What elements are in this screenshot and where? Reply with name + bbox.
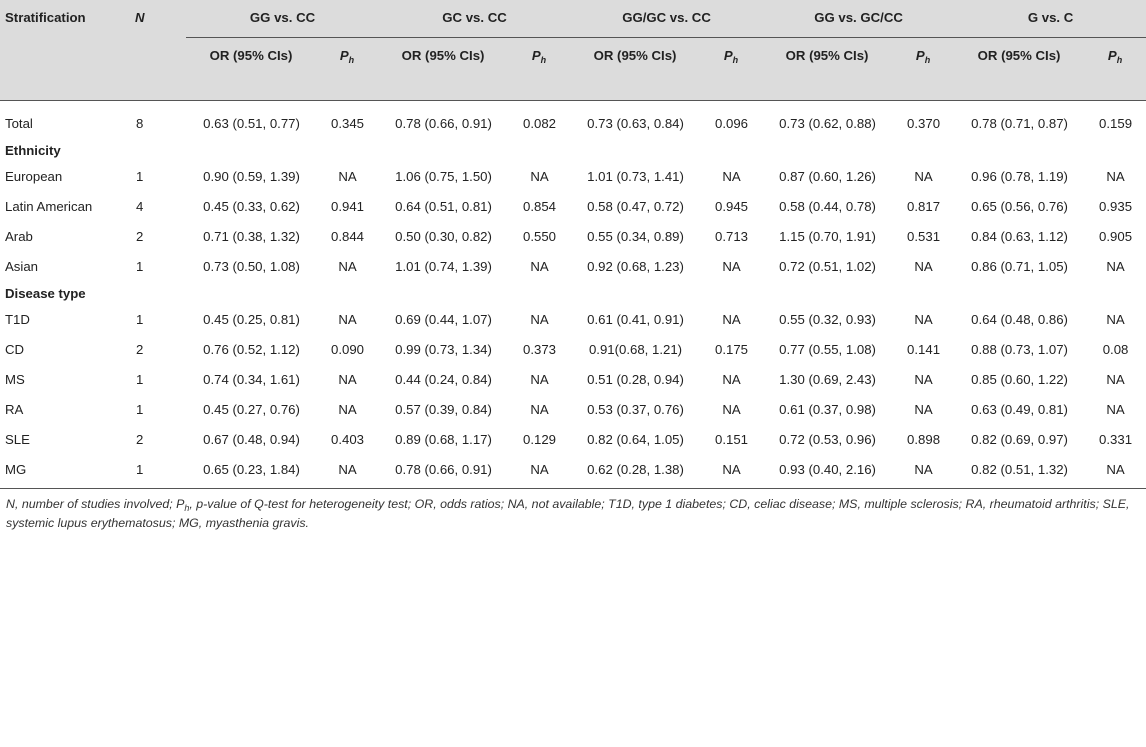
header-group-gg-vs-gccc: GG vs. GC/CC xyxy=(762,0,954,38)
row-label: MG xyxy=(0,456,130,489)
header-or: OR (95% CIs) xyxy=(954,38,1084,101)
cell-ph: 0.331 xyxy=(1099,432,1133,447)
cell-or: 0.73 (0.50, 1.08) xyxy=(203,259,300,274)
cell-ph: NA xyxy=(338,259,357,274)
header-ph-sub: h xyxy=(348,55,355,65)
header-or: OR (95% CIs) xyxy=(570,38,700,101)
header-ph-main: P xyxy=(723,48,733,63)
cell-or: 0.65 (0.56, 0.76) xyxy=(971,199,1068,214)
cell-ph: 0.345 xyxy=(331,116,365,131)
cell-ph: 0.159 xyxy=(1099,116,1133,131)
cell-or: 0.71 (0.38, 1.32) xyxy=(203,229,300,244)
cell-ph: 0.941 xyxy=(331,199,365,214)
row-label: Latin American xyxy=(5,199,93,214)
cell-ph: 0.713 xyxy=(715,229,749,244)
row-n: 2 xyxy=(136,229,144,244)
cell-or: 0.76 (0.52, 1.12) xyxy=(203,342,300,357)
cell-ph: 0.08 xyxy=(1102,342,1129,357)
header-ph-main: P xyxy=(915,48,925,63)
header-ph-label xyxy=(532,48,546,63)
cell-or: 0.93 (0.40, 2.16) xyxy=(762,456,892,489)
table-row xyxy=(0,101,1146,141)
cell-or: 0.58 (0.44, 0.78) xyxy=(779,199,876,214)
cell-ph: 0.373 xyxy=(523,342,557,357)
cell-or: 0.61 (0.37, 0.98) xyxy=(779,402,876,417)
cell-ph: NA xyxy=(914,259,933,274)
table-row xyxy=(0,426,1146,456)
header-ph-label xyxy=(916,48,930,63)
header-or: OR (95% CIs) xyxy=(378,38,508,101)
header-or: OR (95% CIs) xyxy=(186,38,316,101)
cell-ph: NA xyxy=(1106,312,1125,327)
cell-or: 0.72 (0.53, 0.96) xyxy=(779,432,876,447)
cell-ph: NA xyxy=(722,372,741,387)
cell-ph: NA xyxy=(722,259,741,274)
cell-ph: 0.370 xyxy=(907,116,941,131)
cell-ph: 0.141 xyxy=(907,342,941,357)
header-ph-sub: h xyxy=(732,55,739,65)
cell-or: 0.62 (0.28, 1.38) xyxy=(570,456,700,489)
cell-ph: NA xyxy=(338,372,357,387)
header-group-gg-vs-cc: GG vs. CC xyxy=(186,0,378,38)
header-ph-main: P xyxy=(339,48,349,63)
section-label: Ethnicity xyxy=(5,143,61,158)
header-group-gggc-vs-cc: GG/GC vs. CC xyxy=(570,0,762,38)
cell-or: 0.77 (0.55, 1.08) xyxy=(779,342,876,357)
cell-or: 0.53 (0.37, 0.76) xyxy=(587,402,684,417)
cell-ph: 0.096 xyxy=(715,116,749,131)
header-ph xyxy=(508,38,570,101)
cell-ph: 0.129 xyxy=(523,432,557,447)
cell-or: 0.63 (0.49, 0.81) xyxy=(971,402,1068,417)
cell-or: 0.91(0.68, 1.21) xyxy=(588,342,683,357)
cell-ph: NA xyxy=(1106,402,1125,417)
cell-ph: 0.175 xyxy=(715,342,749,357)
header-ph-sub: h xyxy=(540,55,547,65)
cell-ph: 0.082 xyxy=(523,116,557,131)
header-row-metrics xyxy=(0,38,1146,101)
cell-or: 0.82 (0.64, 1.05) xyxy=(587,432,684,447)
header-ph xyxy=(892,38,954,101)
cell-or: 0.51 (0.28, 0.94) xyxy=(587,372,684,387)
table-row xyxy=(0,253,1146,283)
cell-or: 0.67 (0.48, 0.94) xyxy=(203,432,300,447)
header-ph-label xyxy=(1108,48,1122,63)
table-body xyxy=(0,101,1146,489)
cell-ph: 0.550 xyxy=(523,229,557,244)
header-blank-stratification xyxy=(0,38,130,101)
cell-or: 0.45 (0.27, 0.76) xyxy=(203,402,300,417)
cell-ph: 0.898 xyxy=(907,432,941,447)
cell-or: 0.63 (0.51, 0.77) xyxy=(203,116,300,131)
section-row xyxy=(0,140,1146,163)
cell-ph: 0.403 xyxy=(331,432,365,447)
cell-ph: 0.905 xyxy=(1099,229,1133,244)
cell-or: 0.87 (0.60, 1.26) xyxy=(779,169,876,184)
header-ph-sub: h xyxy=(1116,55,1123,65)
cell-ph: NA xyxy=(722,312,741,327)
cell-or: 1.30 (0.69, 2.43) xyxy=(779,372,876,387)
cell-ph: NA xyxy=(914,312,933,327)
header-ph xyxy=(316,38,378,101)
row-label: SLE xyxy=(5,432,30,447)
row-label: Arab xyxy=(5,229,33,244)
cell-ph: 0.817 xyxy=(907,199,941,214)
cell-or: 0.73 (0.63, 0.84) xyxy=(587,116,684,131)
cell-or: 0.44 (0.24, 0.84) xyxy=(395,372,492,387)
cell-ph: NA xyxy=(1084,456,1146,489)
cell-ph: NA xyxy=(1106,169,1125,184)
table-row xyxy=(0,163,1146,193)
table-row xyxy=(0,396,1146,426)
cell-ph: 0.854 xyxy=(523,199,557,214)
cell-or: 0.58 (0.47, 0.72) xyxy=(587,199,684,214)
cell-ph: NA xyxy=(722,169,741,184)
table-row xyxy=(0,193,1146,223)
section-label: Disease type xyxy=(5,286,86,301)
row-n: 1 xyxy=(130,456,186,489)
header-blank-n xyxy=(130,38,186,101)
cell-or: 0.84 (0.63, 1.12) xyxy=(971,229,1068,244)
header-or: OR (95% CIs) xyxy=(762,38,892,101)
cell-or: 0.78 (0.71, 0.87) xyxy=(971,116,1068,131)
cell-or: 0.82 (0.51, 1.32) xyxy=(954,456,1084,489)
cell-or: 0.96 (0.78, 1.19) xyxy=(971,169,1068,184)
cell-or: 0.85 (0.60, 1.22) xyxy=(971,372,1068,387)
row-n: 8 xyxy=(136,116,144,131)
cell-or: 0.61 (0.41, 0.91) xyxy=(587,312,684,327)
row-label: MS xyxy=(5,372,25,387)
cell-ph: NA xyxy=(508,456,570,489)
row-n: 1 xyxy=(136,372,144,387)
cell-or: 0.64 (0.51, 0.81) xyxy=(395,199,492,214)
cell-ph: NA xyxy=(338,402,357,417)
footnote-sub: h xyxy=(184,503,190,513)
header-ph-label xyxy=(724,48,738,63)
header-n xyxy=(130,0,186,38)
header-ph-sub: h xyxy=(924,55,931,65)
row-n: 1 xyxy=(136,402,144,417)
cell-or: 0.64 (0.48, 0.86) xyxy=(971,312,1068,327)
cell-ph: 0.844 xyxy=(331,229,365,244)
table-row xyxy=(0,366,1146,396)
cell-or: 0.99 (0.73, 1.34) xyxy=(395,342,492,357)
header-group-g-vs-c: G vs. C xyxy=(954,0,1146,38)
header-ph-main: P xyxy=(1107,48,1117,63)
cell-ph: NA xyxy=(530,259,549,274)
cell-ph: NA xyxy=(1106,259,1125,274)
cell-ph: 0.935 xyxy=(1099,199,1133,214)
cell-ph: 0.151 xyxy=(715,432,749,447)
section-row xyxy=(0,283,1146,306)
cell-or: 0.78 (0.66, 0.91) xyxy=(378,456,508,489)
cell-ph: NA xyxy=(1106,372,1125,387)
cell-ph: NA xyxy=(530,169,549,184)
cell-or: 0.73 (0.62, 0.88) xyxy=(779,116,876,131)
header-ph-main: P xyxy=(531,48,541,63)
cell-ph: NA xyxy=(892,456,954,489)
row-n: 4 xyxy=(136,199,144,214)
row-label: European xyxy=(5,169,63,184)
cell-ph: NA xyxy=(914,372,933,387)
cell-ph: NA xyxy=(530,372,549,387)
cell-ph: NA xyxy=(530,402,549,417)
header-n-text: N xyxy=(135,10,145,25)
cell-or: 1.15 (0.70, 1.91) xyxy=(779,229,876,244)
cell-ph: NA xyxy=(530,312,549,327)
cell-ph: NA xyxy=(338,312,357,327)
table-row xyxy=(0,306,1146,336)
footnote-part2: , p-value of Q-test for heterogeneity test; OR, odds ratios; NA, not available; T1D, type 1 diabetes; CD, celiac disease; MS, multiple sclerosis; RA, rheumatoid arthritis; SLE, systemic lupus erythematosus; MG, myasthenia gravis. xyxy=(6,497,1130,530)
row-label: T1D xyxy=(5,312,30,327)
cell-ph: NA xyxy=(914,402,933,417)
table-header xyxy=(0,0,1146,101)
cell-or: 0.55 (0.34, 0.89) xyxy=(587,229,684,244)
cell-or: 1.01 (0.73, 1.41) xyxy=(587,169,684,184)
cell-ph: 0.090 xyxy=(331,342,365,357)
header-ph xyxy=(700,38,762,101)
cell-or: 0.55 (0.32, 0.93) xyxy=(779,312,876,327)
table-row xyxy=(0,223,1146,253)
cell-or: 0.88 (0.73, 1.07) xyxy=(971,342,1068,357)
cell-ph: NA xyxy=(722,402,741,417)
row-label: CD xyxy=(5,342,25,357)
row-label: RA xyxy=(5,402,24,417)
row-label: Asian xyxy=(5,259,38,274)
cell-or: 0.86 (0.71, 1.05) xyxy=(971,259,1068,274)
header-row-groups xyxy=(0,0,1146,38)
row-n: 2 xyxy=(136,432,144,447)
cell-or: 0.78 (0.66, 0.91) xyxy=(395,116,492,131)
cell-or: 0.69 (0.44, 1.07) xyxy=(395,312,492,327)
cell-ph: NA xyxy=(338,169,357,184)
cell-ph: NA xyxy=(316,456,378,489)
cell-or: 0.50 (0.30, 0.82) xyxy=(395,229,492,244)
row-n: 1 xyxy=(136,169,144,184)
table-row xyxy=(0,336,1146,366)
header-stratification: Stratification xyxy=(0,0,130,38)
row-n: 1 xyxy=(136,312,144,327)
cell-or: 0.74 (0.34, 1.61) xyxy=(203,372,300,387)
cell-or: 0.57 (0.39, 0.84) xyxy=(395,402,492,417)
cell-or: 0.92 (0.68, 1.23) xyxy=(587,259,684,274)
footnote-part1: N, number of studies involved; P xyxy=(6,497,185,511)
row-label: Total xyxy=(5,116,33,131)
table-row xyxy=(0,456,1146,489)
cell-or: 1.01 (0.74, 1.39) xyxy=(395,259,492,274)
row-n: 2 xyxy=(136,342,144,357)
cell-or: 0.65 (0.23, 1.84) xyxy=(186,456,316,489)
cell-ph: NA xyxy=(914,169,933,184)
header-group-gc-vs-cc: GC vs. CC xyxy=(378,0,570,38)
cell-ph: NA xyxy=(700,456,762,489)
cell-or: 0.45 (0.25, 0.81) xyxy=(203,312,300,327)
cell-or: 0.82 (0.69, 0.97) xyxy=(971,432,1068,447)
cell-or: 1.06 (0.75, 1.50) xyxy=(395,169,492,184)
cell-or: 0.90 (0.59, 1.39) xyxy=(203,169,300,184)
row-n: 1 xyxy=(136,259,144,274)
cell-ph: 0.945 xyxy=(715,199,749,214)
cell-or: 0.72 (0.51, 1.02) xyxy=(779,259,876,274)
header-ph-label xyxy=(340,48,354,63)
table-footnote xyxy=(0,489,1146,533)
header-ph xyxy=(1084,38,1146,101)
cell-or: 0.89 (0.68, 1.17) xyxy=(395,432,492,447)
cell-ph: 0.531 xyxy=(907,229,941,244)
cell-or: 0.45 (0.33, 0.62) xyxy=(203,199,300,214)
